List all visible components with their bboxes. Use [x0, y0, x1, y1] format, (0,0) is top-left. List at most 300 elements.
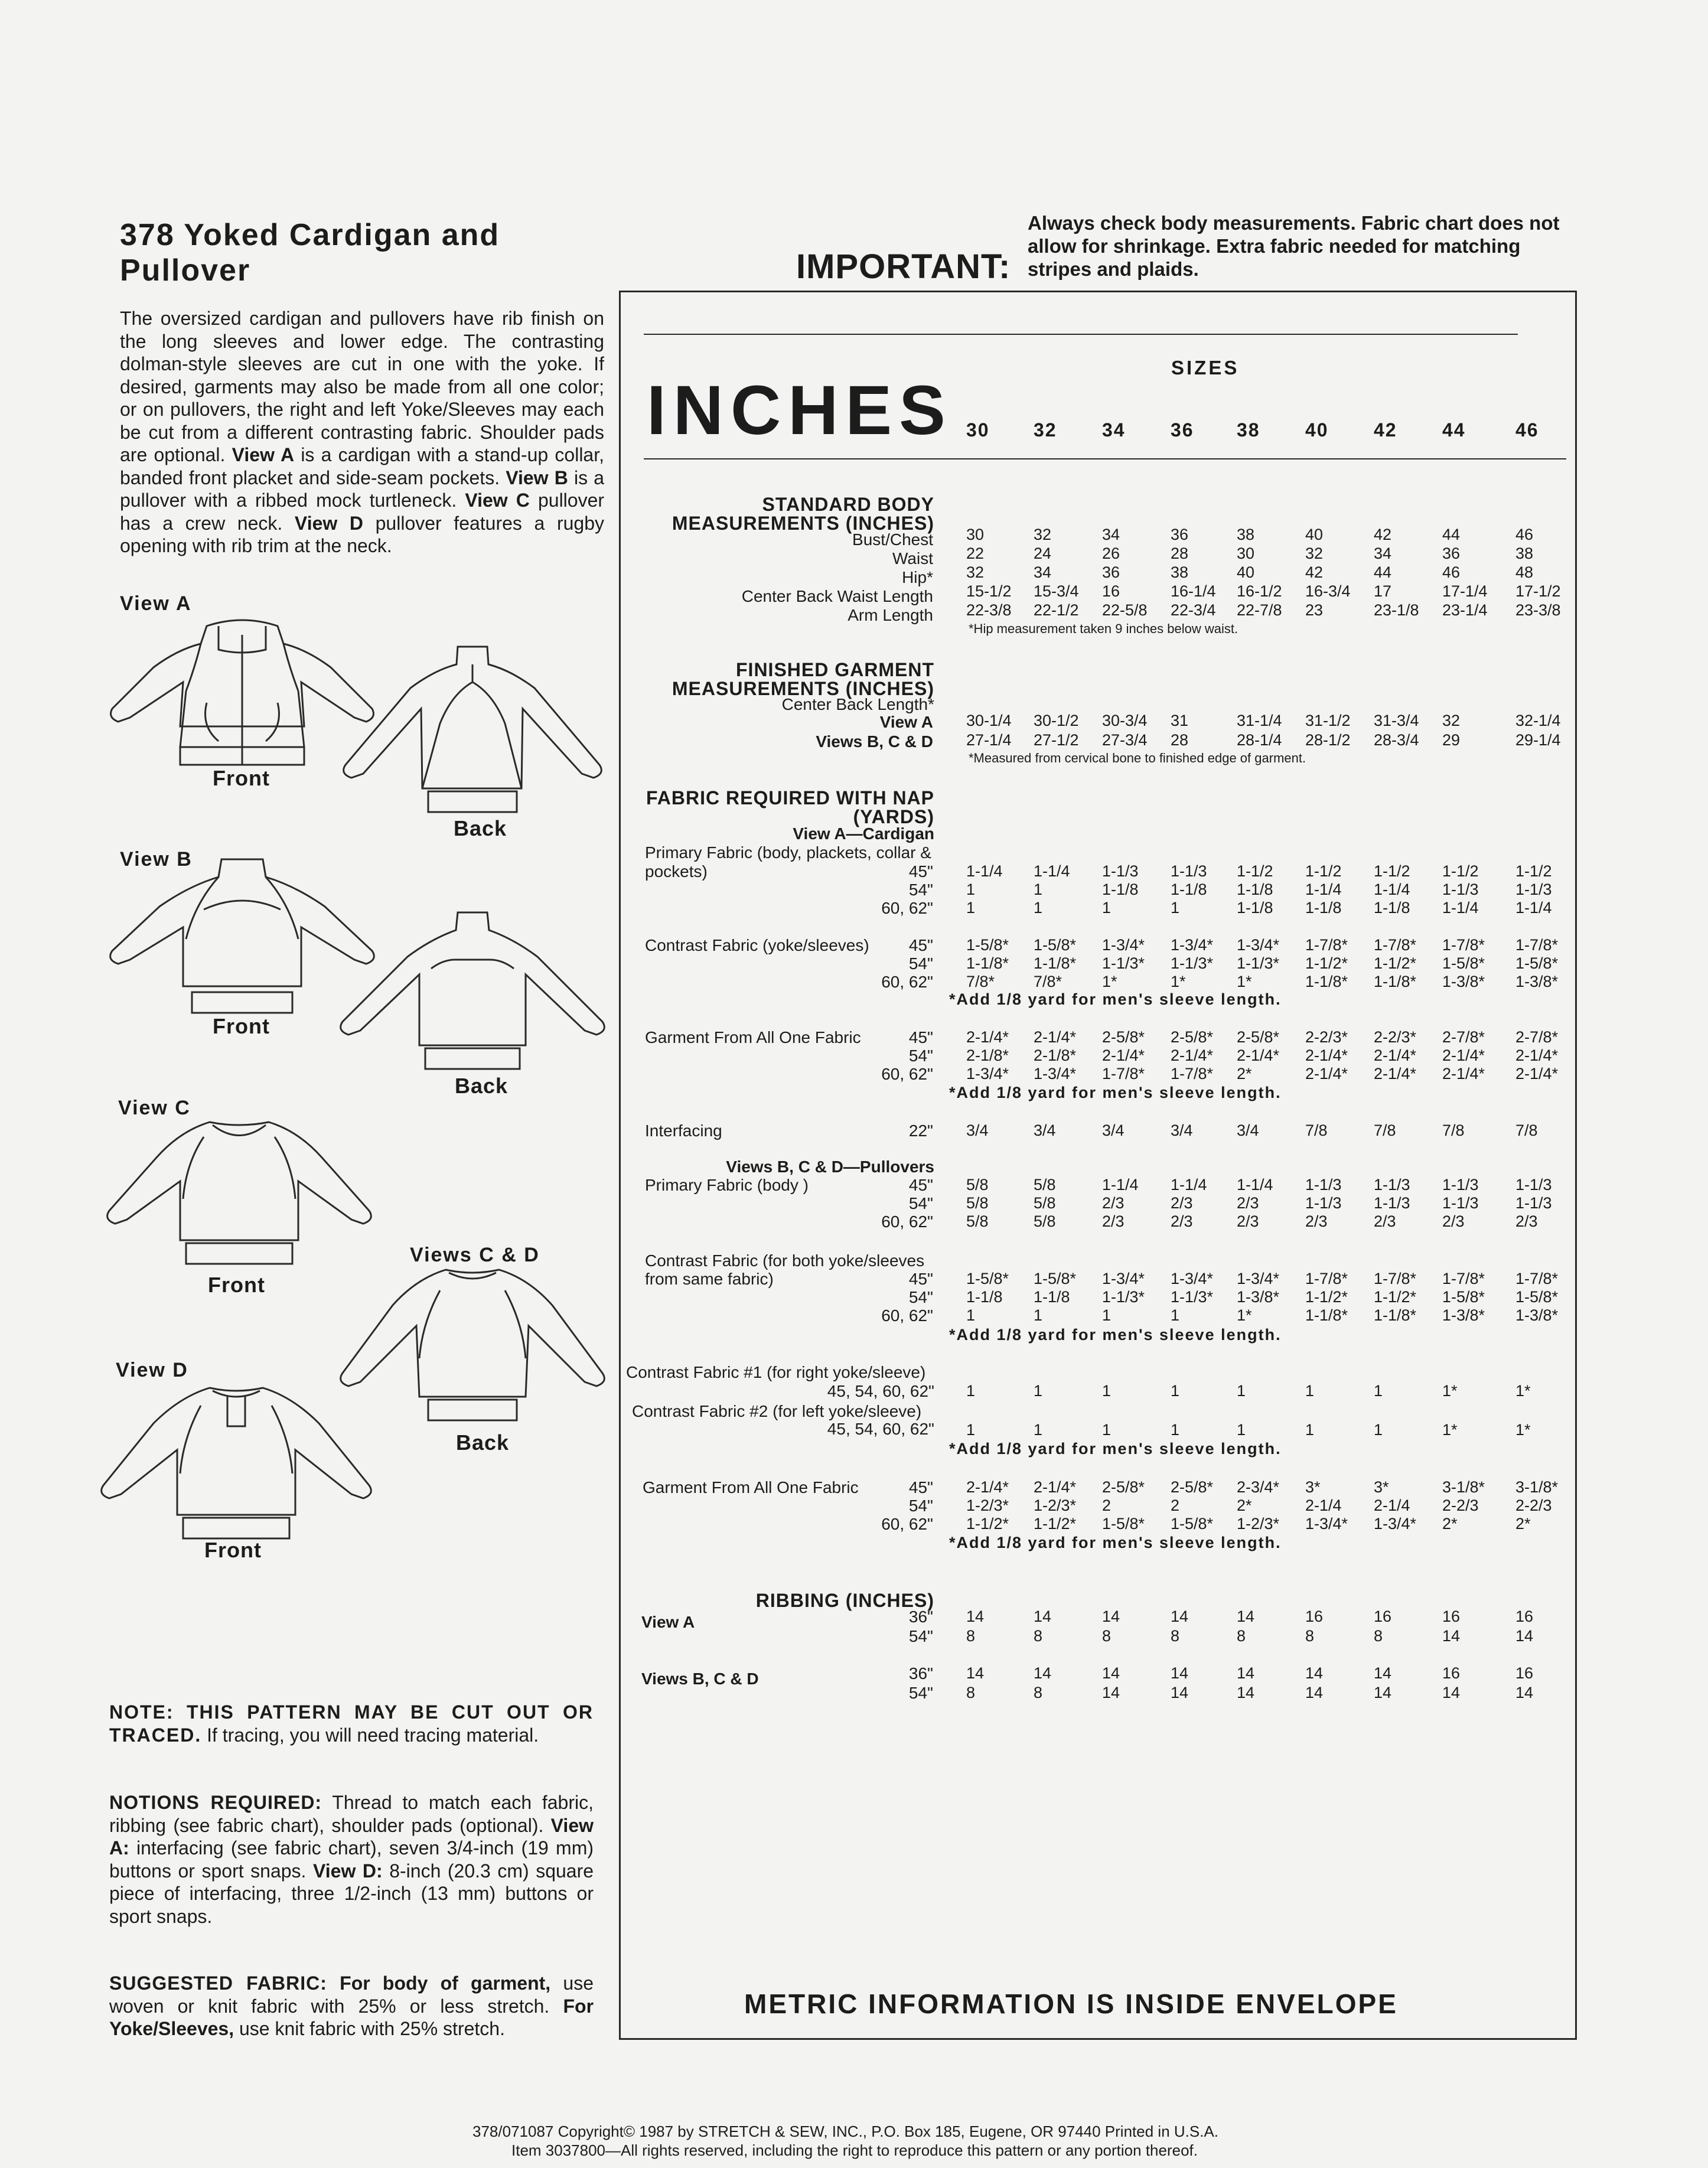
std-row-4-size-42: 23-1/8	[1374, 601, 1419, 619]
contrast-1-widths: 45, 54, 60, 62"	[827, 1382, 934, 1400]
contrast-a-row-0-size-34: 1-3/4*	[1102, 936, 1145, 954]
add-note-contrast-12: *Add 1/8 yard for men's sleeve length.	[949, 1440, 1282, 1458]
std-row-4-size-30: 22-3/8	[966, 601, 1012, 619]
contrast-a-row-1-size-44: 1-5/8*	[1442, 954, 1485, 972]
std-row-4-size-34: 22-5/8	[1102, 601, 1148, 619]
interfacing-size-38: 3/4	[1237, 1122, 1259, 1139]
allone-a-label: Garment From All One Fabric	[645, 1028, 861, 1046]
primary-a-row-2-size-32: 1	[1034, 899, 1043, 917]
allone-a-row-1-size-30: 2-1/8*	[966, 1046, 1009, 1064]
contrast-b-row-1-size-46: 1-5/8*	[1515, 1288, 1559, 1306]
rib-b-width-0: 36"	[908, 1664, 933, 1683]
fin-row-0-size-44: 32	[1442, 712, 1461, 729]
std-row-3-size-34: 16	[1102, 582, 1120, 600]
sizes-label: SIZES	[1171, 357, 1240, 379]
allone-b-row-2-size-44: 2*	[1442, 1515, 1458, 1533]
desc-intro: The oversized cardigan and pullovers have rib finish on the long sleeves and lower edge. The contrasting dolman-style sleeves are cut in one with the yoke. If desired, garments may also be made from all one color; or on pullovers, the right and left Yoke/Sleeves may each be cut from a different contrasting fabric. Shoulder pads are optional.	[120, 308, 604, 465]
std-row-1-size-44: 36	[1442, 545, 1461, 562]
primary-b-row-2-size-34: 2/3	[1102, 1212, 1124, 1230]
allone-a-row-0-size-32: 2-1/4*	[1034, 1028, 1077, 1046]
allone-a-row-2-size-30: 1-3/4*	[966, 1065, 1009, 1083]
allone-a-row-0-size-30: 2-1/4*	[966, 1028, 1009, 1046]
rib-a-width-0: 36"	[908, 1608, 933, 1626]
fin-row-0-size-42: 31-3/4	[1374, 712, 1419, 729]
primary-a-row-1-size-34: 1-1/8	[1102, 881, 1139, 898]
primary-a-row-2-size-44: 1-1/4	[1442, 899, 1479, 917]
primary-b-row-0-size-32: 5/8	[1034, 1176, 1056, 1194]
std-row-4-size-32: 22-1/2	[1034, 601, 1079, 619]
primary-b-row-1-size-44: 1-1/3	[1442, 1194, 1479, 1212]
allone-b-width-1: 54"	[908, 1497, 933, 1515]
desc-view-d-text: pullover features a rugby opening with rib trim at the neck.	[120, 512, 605, 556]
fin-row-1-size-44: 29	[1442, 731, 1461, 749]
rib-b-width-1: 54"	[908, 1684, 933, 1702]
allone-b-row-2-size-32: 1-1/2*	[1034, 1515, 1077, 1533]
contrast-a-width-2: 60, 62"	[881, 973, 933, 991]
std-row-0-size-46: 46	[1515, 526, 1534, 543]
allone-b-row-0-size-34: 2-5/8*	[1102, 1478, 1145, 1496]
primary-a-row-0-size-46: 1-1/2	[1515, 862, 1552, 880]
fabric-heading: SUGGESTED FABRIC:	[109, 1973, 327, 1994]
rib-a-row-1-size-40: 8	[1305, 1627, 1315, 1645]
contrast-1-size-30: 1	[966, 1382, 976, 1400]
allone-b-row-2-size-40: 1-3/4*	[1305, 1515, 1348, 1533]
fin-row-0-size-32: 30-1/2	[1034, 712, 1079, 729]
contrast-b-label-1: Contrast Fabric (for both yoke/sleeves	[645, 1251, 925, 1270]
primary-b-row-2-size-30: 5/8	[966, 1212, 989, 1230]
ribbing-heading: RIBBING (INCHES)	[755, 1590, 934, 1611]
notions-text: Thread to match each fabric, ribbing (see fabric chart), shoulder pads (optional).	[109, 1792, 594, 1836]
primary-b-row-0-size-30: 5/8	[966, 1176, 989, 1194]
std-row-0-size-34: 34	[1102, 526, 1120, 543]
view-b-front-caption: Front	[213, 1014, 270, 1038]
std-row-2-size-44: 46	[1442, 563, 1461, 581]
primary-a-row-2-size-40: 1-1/8	[1305, 899, 1342, 917]
contrast-1-size-46: 1*	[1515, 1382, 1531, 1400]
rib-b-row-0-size-30: 14	[966, 1664, 985, 1682]
std-label-1: Waist	[892, 549, 933, 568]
rib-a-width-1: 54"	[908, 1627, 933, 1645]
allone-a-row-0-size-38: 2-5/8*	[1237, 1028, 1280, 1046]
contrast-a-row-2-size-46: 1-3/8*	[1515, 973, 1559, 990]
primary-b-row-2-size-36: 2/3	[1171, 1212, 1193, 1230]
std-row-3-size-36: 16-1/4	[1171, 582, 1216, 600]
rib-b-row-1-size-40: 14	[1305, 1684, 1324, 1701]
rib-a-row-1-size-34: 8	[1102, 1627, 1111, 1645]
contrast-b-row-0-size-34: 1-3/4*	[1102, 1270, 1145, 1287]
contrast-a-row-1-size-32: 1-1/8*	[1034, 954, 1077, 972]
primary-a-row-0-size-38: 1-1/2	[1237, 862, 1273, 880]
std-row-0-size-38: 38	[1237, 526, 1255, 543]
contrast-1-label: Contrast Fabric #1 (for right yoke/sleeve)	[626, 1363, 926, 1381]
contrast-b-width-1: 54"	[908, 1288, 933, 1306]
std-row-0-size-40: 40	[1305, 526, 1324, 543]
primary-b-row-0-size-44: 1-1/3	[1442, 1176, 1479, 1194]
primary-a-row-2-size-36: 1	[1171, 899, 1180, 917]
fabric-body-label: For body of garment,	[340, 1973, 551, 1994]
contrast-1-size-42: 1	[1374, 1382, 1383, 1400]
primary-a-row-2-size-42: 1-1/8	[1374, 899, 1410, 917]
desc-view-b-text: is a pullover with a ribbed mock turtleneck.	[120, 467, 604, 511]
notions-view-d: View D:	[313, 1860, 383, 1882]
contrast-a-row-1-size-42: 1-1/2*	[1374, 954, 1417, 972]
primary-a-width-0: 45"	[908, 862, 933, 881]
rib-a-row-1-size-42: 8	[1374, 1627, 1383, 1645]
std-row-2-size-36: 38	[1171, 563, 1189, 581]
contrast-a-row-1-size-34: 1-1/3*	[1102, 954, 1145, 972]
contrast-b-row-1-size-36: 1-1/3*	[1171, 1288, 1214, 1306]
rib-b-row-0-size-32: 14	[1034, 1664, 1052, 1682]
pattern-title: 378 Yoked Cardigan and Pullover	[120, 218, 500, 288]
primary-b-row-1-size-40: 1-1/3	[1305, 1194, 1342, 1212]
contrast-b-row-1-size-32: 1-1/8	[1034, 1288, 1070, 1306]
std-row-1-size-30: 22	[966, 545, 985, 562]
fin-label-1: Views B, C & D	[816, 732, 933, 751]
contrast-b-row-2-size-44: 1-3/8*	[1442, 1306, 1485, 1324]
allone-a-row-1-size-44: 2-1/4*	[1442, 1046, 1485, 1064]
add-note-allone-b: *Add 1/8 yard for men's sleeve length.	[949, 1534, 1282, 1551]
contrast-b-row-2-size-36: 1	[1171, 1306, 1180, 1324]
size-header-30: 30	[966, 419, 990, 441]
ribbing-views-bcd-label: Views B, C & D	[641, 1670, 759, 1688]
important-label: IMPORTANT:	[796, 247, 1011, 286]
std-row-3-size-42: 17	[1374, 582, 1392, 600]
fin-label-0: View A	[879, 713, 933, 731]
view-a-back-sketch	[334, 641, 611, 818]
contrast-b-row-2-size-32: 1	[1034, 1306, 1043, 1324]
rib-a-row-1-size-46: 14	[1515, 1627, 1534, 1645]
primary-b-label: Primary Fabric (body )	[645, 1176, 809, 1194]
primary-a-row-2-size-30: 1	[966, 899, 976, 917]
rib-a-row-0-size-30: 14	[966, 1608, 985, 1625]
rib-a-row-1-size-30: 8	[966, 1627, 976, 1645]
rib-b-row-1-size-44: 14	[1442, 1684, 1461, 1701]
contrast-2-size-40: 1	[1305, 1421, 1315, 1439]
primary-b-row-1-size-34: 2/3	[1102, 1194, 1124, 1212]
finished-center-back-label: Center Back Length*	[781, 695, 934, 713]
primary-b-width-2: 60, 62"	[881, 1212, 933, 1231]
size-header-32: 32	[1034, 419, 1057, 441]
primary-a-row-1-size-40: 1-1/4	[1305, 881, 1342, 898]
fabric-yoke-text: use knit fabric with 25% stretch.	[239, 2018, 505, 2039]
primary-b-row-2-size-38: 2/3	[1237, 1212, 1259, 1230]
contrast-b-label-2: from same fabric)	[645, 1270, 774, 1288]
allone-b-row-1-size-32: 1-2/3*	[1034, 1497, 1077, 1514]
fin-row-1-size-34: 27-3/4	[1102, 731, 1148, 749]
add-note-allone-a: *Add 1/8 yard for men's sleeve length.	[949, 1084, 1282, 1101]
primary-b-row-1-size-38: 2/3	[1237, 1194, 1259, 1212]
std-row-1-size-46: 38	[1515, 545, 1534, 562]
contrast-2-size-38: 1	[1237, 1421, 1246, 1439]
std-row-3-size-46: 17-1/2	[1515, 582, 1561, 600]
std-row-1-size-36: 28	[1171, 545, 1189, 562]
allone-a-row-0-size-34: 2-5/8*	[1102, 1028, 1145, 1046]
std-row-4-size-46: 23-3/8	[1515, 601, 1561, 619]
contrast-2-size-32: 1	[1034, 1421, 1043, 1439]
allone-b-row-1-size-44: 2-2/3	[1442, 1497, 1479, 1514]
rib-a-row-1-size-38: 8	[1237, 1627, 1246, 1645]
contrast-b-row-1-size-44: 1-5/8*	[1442, 1288, 1485, 1306]
rib-b-row-0-size-46: 16	[1515, 1664, 1534, 1682]
allone-a-row-2-size-46: 2-1/4*	[1515, 1065, 1559, 1083]
allone-b-row-2-size-38: 1-2/3*	[1237, 1515, 1280, 1533]
std-row-0-size-42: 42	[1374, 526, 1392, 543]
fin-row-1-size-36: 28	[1171, 731, 1189, 749]
primary-a-row-2-size-34: 1	[1102, 899, 1111, 917]
interfacing-size-46: 7/8	[1515, 1122, 1538, 1139]
std-row-2-size-46: 48	[1515, 563, 1534, 581]
allone-b-row-0-size-46: 3-1/8*	[1515, 1478, 1559, 1496]
std-row-3-size-38: 16-1/2	[1237, 582, 1282, 600]
std-row-4-size-38: 22-7/8	[1237, 601, 1282, 619]
primary-b-row-1-size-46: 1-1/3	[1515, 1194, 1552, 1212]
rib-a-row-0-size-46: 16	[1515, 1608, 1534, 1625]
view-b-back-sketch	[337, 904, 608, 1075]
interfacing-size-36: 3/4	[1171, 1122, 1193, 1139]
contrast-a-row-2-size-42: 1-1/8*	[1374, 973, 1417, 990]
contrast-a-label: Contrast Fabric (yoke/sleeves)	[645, 936, 869, 954]
rib-a-row-1-size-36: 8	[1171, 1627, 1180, 1645]
contrast-b-row-1-size-42: 1-1/2*	[1374, 1288, 1417, 1306]
primary-a-row-1-size-36: 1-1/8	[1171, 881, 1207, 898]
interfacing-label: Interfacing	[645, 1122, 722, 1140]
std-row-3-size-30: 15-1/2	[966, 582, 1012, 600]
contrast-a-row-1-size-36: 1-1/3*	[1171, 954, 1214, 972]
fin-row-1-size-40: 28-1/2	[1305, 731, 1351, 749]
fin-row-1-size-46: 29-1/4	[1515, 731, 1561, 749]
allone-b-row-0-size-42: 3*	[1374, 1478, 1389, 1496]
contrast-a-row-2-size-34: 1*	[1102, 973, 1117, 990]
note-heading: NOTE: THIS PATTERN MAY BE CUT OUT OR TRACED.	[109, 1701, 594, 1746]
fin-row-1-size-32: 27-1/2	[1034, 731, 1079, 749]
note-paragraph	[109, 1701, 594, 1746]
allone-a-row-1-size-38: 2-1/4*	[1237, 1046, 1280, 1064]
chart-units-heading: INCHES	[647, 371, 953, 449]
contrast-b-row-1-size-40: 1-1/2*	[1305, 1288, 1348, 1306]
allone-b-row-1-size-42: 2-1/4	[1374, 1497, 1410, 1514]
allone-a-row-0-size-40: 2-2/3*	[1305, 1028, 1348, 1046]
std-row-2-size-34: 36	[1102, 563, 1120, 581]
contrast-a-row-1-size-38: 1-1/3*	[1237, 954, 1280, 972]
allone-a-row-2-size-32: 1-3/4*	[1034, 1065, 1077, 1083]
contrast-a-row-0-size-40: 1-7/8*	[1305, 936, 1348, 954]
std-row-4-size-40: 23	[1305, 601, 1324, 619]
primary-b-row-0-size-40: 1-1/3	[1305, 1176, 1342, 1194]
view-d-front-sketch	[100, 1373, 372, 1544]
rib-b-row-1-size-30: 8	[966, 1684, 976, 1701]
primary-a-row-1-size-46: 1-1/3	[1515, 881, 1552, 898]
contrast-b-row-0-size-38: 1-3/4*	[1237, 1270, 1280, 1287]
primary-b-row-1-size-30: 5/8	[966, 1194, 989, 1212]
contrast-b-row-2-size-30: 1	[966, 1306, 976, 1324]
view-c-label: View C	[118, 1097, 191, 1119]
fin-row-1-size-42: 28-3/4	[1374, 731, 1419, 749]
view-c-front-caption: Front	[208, 1273, 265, 1297]
contrast-b-row-0-size-32: 1-5/8*	[1034, 1270, 1077, 1287]
interfacing-size-30: 3/4	[966, 1122, 989, 1139]
rib-a-row-0-size-32: 14	[1034, 1608, 1052, 1625]
rib-b-row-1-size-34: 14	[1102, 1684, 1120, 1701]
contrast-b-width-0: 45"	[908, 1270, 933, 1288]
std-row-2-size-42: 44	[1374, 563, 1392, 581]
primary-a-row-0-size-36: 1-1/3	[1171, 862, 1207, 880]
contrast-b-row-0-size-46: 1-7/8*	[1515, 1270, 1559, 1287]
std-row-1-size-38: 30	[1237, 545, 1255, 562]
primary-a-row-1-size-38: 1-1/8	[1237, 881, 1273, 898]
std-row-2-size-40: 42	[1305, 563, 1324, 581]
allone-b-row-1-size-34: 2	[1102, 1497, 1111, 1514]
rib-b-row-0-size-44: 16	[1442, 1664, 1461, 1682]
view-a-back-caption: Back	[454, 816, 507, 840]
size-header-38: 38	[1237, 419, 1260, 441]
allone-b-row-0-size-30: 2-1/4*	[966, 1478, 1009, 1496]
finished-garment-heading: FINISHED GARMENT MEASUREMENTS (INCHES)	[672, 659, 934, 699]
allone-b-row-2-size-30: 1-1/2*	[966, 1515, 1009, 1533]
contrast-b-row-2-size-38: 1*	[1237, 1306, 1252, 1324]
size-header-40: 40	[1305, 419, 1329, 441]
allone-a-row-1-size-34: 2-1/4*	[1102, 1046, 1145, 1064]
allone-a-row-0-size-46: 2-7/8*	[1515, 1028, 1559, 1046]
copyright-line: 378/071087 Copyright© 1987 by STRETCH & SEW, INC., P.O. Box 185, Eugene, OR 97440 Printed in U.S.A.	[472, 2123, 1219, 2140]
rib-a-row-0-size-38: 14	[1237, 1608, 1255, 1625]
contrast-a-row-2-size-30: 7/8*	[966, 973, 995, 990]
primary-a-label: Primary Fabric (body, plackets, collar & pockets)	[645, 843, 931, 881]
fabric-yoke-label: For Yoke/Sleeves,	[109, 1995, 594, 2039]
view-b-back-caption: Back	[455, 1074, 509, 1098]
std-row-2-size-30: 32	[966, 563, 985, 581]
primary-b-row-2-size-32: 5/8	[1034, 1212, 1056, 1230]
std-row-4-size-44: 23-1/4	[1442, 601, 1488, 619]
ribbing-view-a-label: View A	[641, 1613, 695, 1631]
contrast-b-row-0-size-42: 1-7/8*	[1374, 1270, 1417, 1287]
allone-a-row-1-size-32: 2-1/8*	[1034, 1046, 1077, 1064]
contrast-b-row-0-size-40: 1-7/8*	[1305, 1270, 1348, 1287]
important-text: Always check body measurements. Fabric chart does not allow for shrinkage. Extra fabric needed for matching stripes and plaids.	[1028, 212, 1560, 280]
contrast-a-row-2-size-44: 1-3/8*	[1442, 973, 1485, 990]
fin-row-0-size-34: 30-3/4	[1102, 712, 1148, 729]
std-label-2: Hip*	[902, 568, 933, 586]
contrast-1-size-38: 1	[1237, 1382, 1246, 1400]
standard-body-heading: STANDARD BODY MEASUREMENTS (INCHES)	[672, 494, 934, 534]
fabric-body-text: use woven or knit fabric with 25% or less stretch.	[109, 1973, 594, 2017]
primary-a-row-0-size-40: 1-1/2	[1305, 862, 1342, 880]
desc-view-c: View C	[465, 490, 530, 511]
std-row-4-size-36: 22-3/4	[1171, 601, 1216, 619]
notions-heading: NOTIONS REQUIRED:	[109, 1792, 322, 1813]
rib-b-row-1-size-42: 14	[1374, 1684, 1392, 1701]
contrast-b-row-2-size-40: 1-1/8*	[1305, 1306, 1348, 1324]
std-row-2-size-38: 40	[1237, 563, 1255, 581]
primary-a-row-1-size-42: 1-1/4	[1374, 881, 1410, 898]
allone-b-width-0: 45"	[908, 1478, 933, 1497]
rib-b-row-0-size-36: 14	[1171, 1664, 1189, 1682]
interfacing-size-42: 7/8	[1374, 1122, 1396, 1139]
std-row-3-size-32: 15-3/4	[1034, 582, 1079, 600]
allone-a-row-2-size-40: 2-1/4*	[1305, 1065, 1348, 1083]
rib-a-row-0-size-40: 16	[1305, 1608, 1324, 1625]
contrast-a-row-2-size-40: 1-1/8*	[1305, 973, 1348, 990]
contrast-b-row-1-size-34: 1-1/3*	[1102, 1288, 1145, 1306]
notions-view-a: View A:	[109, 1814, 594, 1859]
primary-a-row-0-size-34: 1-1/3	[1102, 862, 1139, 880]
contrast-a-row-2-size-36: 1*	[1171, 973, 1186, 990]
rib-a-row-0-size-34: 14	[1102, 1608, 1120, 1625]
primary-b-row-0-size-36: 1-1/4	[1171, 1176, 1207, 1194]
allone-a-row-2-size-38: 2*	[1237, 1065, 1252, 1083]
contrast-2-widths: 45, 54, 60, 62"	[827, 1420, 934, 1438]
view-b-label: View B	[120, 848, 193, 871]
contrast-b-row-2-size-46: 1-3/8*	[1515, 1306, 1559, 1324]
std-label-4: Arm Length	[848, 606, 933, 624]
contrast-b-row-2-size-34: 1	[1102, 1306, 1111, 1324]
std-row-0-size-36: 36	[1171, 526, 1189, 543]
primary-a-width-2: 60, 62"	[881, 899, 933, 917]
allone-b-row-1-size-38: 2*	[1237, 1497, 1252, 1514]
allone-b-row-0-size-36: 2-5/8*	[1171, 1478, 1214, 1496]
contrast-b-row-0-size-36: 1-3/4*	[1171, 1270, 1214, 1287]
primary-b-row-0-size-42: 1-1/3	[1374, 1176, 1410, 1194]
contrast-a-row-0-size-32: 1-5/8*	[1034, 936, 1077, 954]
allone-b-row-0-size-32: 2-1/4*	[1034, 1478, 1077, 1496]
primary-b-width-0: 45"	[908, 1176, 933, 1194]
allone-b-row-0-size-38: 2-3/4*	[1237, 1478, 1280, 1496]
allone-b-row-2-size-42: 1-3/4*	[1374, 1515, 1417, 1533]
contrast-a-width-0: 45"	[908, 936, 933, 954]
std-row-3-size-40: 16-3/4	[1305, 582, 1351, 600]
primary-b-width-1: 54"	[908, 1194, 933, 1212]
notions-view-d-text: 8-inch (20.3 cm) square piece of interfacing, three 1/2-inch (13 mm) buttons or sport snaps.	[109, 1860, 594, 1927]
view-a-front-caption: Front	[213, 766, 270, 790]
allone-b-row-2-size-34: 1-5/8*	[1102, 1515, 1145, 1533]
allone-b-label: Garment From All One Fabric	[643, 1478, 859, 1497]
rib-b-row-0-size-38: 14	[1237, 1664, 1255, 1682]
interfacing-size-34: 3/4	[1102, 1122, 1124, 1139]
contrast-a-row-1-size-46: 1-5/8*	[1515, 954, 1559, 972]
std-label-0: Bust/Chest	[852, 530, 933, 549]
desc-view-d: View D	[294, 512, 363, 534]
suggested-fabric-paragraph	[109, 1972, 594, 2040]
std-row-0-size-32: 32	[1034, 526, 1052, 543]
std-row-3-size-44: 17-1/4	[1442, 582, 1488, 600]
contrast-a-row-0-size-42: 1-7/8*	[1374, 936, 1417, 954]
std-row-1-size-40: 32	[1305, 545, 1324, 562]
views-c-d-label: Views C & D	[410, 1244, 540, 1266]
size-header-36: 36	[1171, 419, 1194, 441]
size-header-44: 44	[1442, 419, 1466, 441]
std-row-0-size-30: 30	[966, 526, 985, 543]
allone-a-width-2: 60, 62"	[881, 1065, 933, 1083]
contrast-1-size-34: 1	[1102, 1382, 1111, 1400]
primary-b-row-0-size-38: 1-1/4	[1237, 1176, 1273, 1194]
contrast-a-row-0-size-30: 1-5/8*	[966, 936, 1009, 954]
desc-view-a-text: is a cardigan with a stand-up collar, banded front placket and side-seam pockets.	[120, 444, 605, 488]
contrast-b-row-0-size-44: 1-7/8*	[1442, 1270, 1485, 1287]
rib-b-row-0-size-34: 14	[1102, 1664, 1120, 1682]
contrast-2-size-34: 1	[1102, 1421, 1111, 1439]
primary-b-row-1-size-32: 5/8	[1034, 1194, 1056, 1212]
notions-view-a-text: interfacing (see fabric chart), seven 3/4-inch (19 mm) buttons or sport snaps.	[109, 1837, 594, 1882]
allone-b-row-0-size-40: 3*	[1305, 1478, 1321, 1496]
rib-b-row-1-size-46: 14	[1515, 1684, 1534, 1701]
rib-b-row-1-size-32: 8	[1034, 1684, 1043, 1701]
contrast-2-size-42: 1	[1374, 1421, 1383, 1439]
primary-a-row-2-size-46: 1-1/4	[1515, 899, 1552, 917]
fin-row-0-size-30: 30-1/4	[966, 712, 1012, 729]
rib-a-row-1-size-44: 14	[1442, 1627, 1461, 1645]
rib-b-row-0-size-40: 14	[1305, 1664, 1324, 1682]
add-note-contrast-a: *Add 1/8 yard for men's sleeve length.	[949, 990, 1282, 1008]
contrast-b-row-0-size-30: 1-5/8*	[966, 1270, 1009, 1287]
